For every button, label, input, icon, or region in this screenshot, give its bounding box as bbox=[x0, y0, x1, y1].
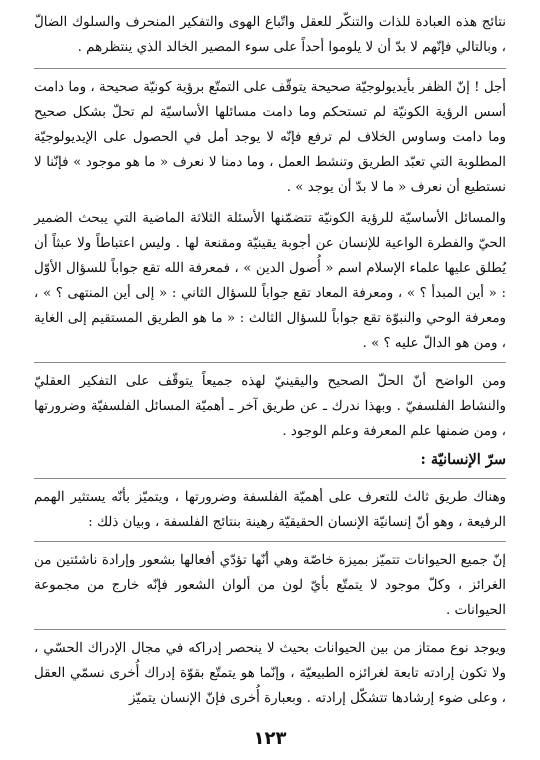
paragraph-2: أجل ! إنّ الظفر بأيديولوجيّة صحيحة يتوقّف على التمتّع برؤية كونيّة صحيحة ، وما دامت أسس الرؤية الكونيّة لم تستحكم وما دامت مسائلها الأساسيّة لم تحلّ بشكل صحيح وما دامت وساوس الخلاف لم ترفع فإنّه لا يوجد أمل في الحصول على الإيديولوجيّة المطلوبة التي تعبّد الطريق وتنشط العمل ، وما دمنا لا نعرف « ما هو موجود » فإنّنا لا نستطيع أن نعرف « ما لا بدّ أن يوجد » . bbox=[34, 80, 506, 195]
divider bbox=[34, 68, 506, 69]
divider bbox=[34, 629, 506, 630]
page-number: ١٢٣ bbox=[253, 728, 287, 749]
divider bbox=[34, 362, 506, 363]
paragraph-6: إنّ جميع الحيوانات تتميّز بميزة خاصّة وهي أنّها تؤدّي أفعالها بشعور وإرادة ناشئتين من الغرائز ، وكلّ موجود لا يتمتّع بأيّ لون من ألوان الشعور فإنّه خارج من مجموعة الحيوانات . bbox=[34, 553, 506, 618]
divider bbox=[34, 541, 506, 542]
paragraph-4: ومن الواضح أنّ الحلّ الصحيح واليقينيّ لهذه جميعاً يتوقّف على التفكير العقليّ والنشاط الفلسفيّ . وبهذا ندرك ـ عن طريق آخر ـ أهميّة المسائل الفلسفيّة وضرورتها ، ومن ضمنها علم المعرفة وعلم الوجود . bbox=[34, 374, 506, 439]
divider bbox=[34, 478, 506, 479]
book-page bbox=[34, 10, 506, 750]
paragraph-1: نتائج هذه العبادة للذات والتنكّر للعقل واتّباع الهوى والتفكير المنحرف والسلوك الضالّ ، وبالتالي فإنّهم لا بدّ أن لا يلوموا أحداً على سوء المصير الخالد الذي ينتظرهم . bbox=[34, 15, 506, 55]
paragraph-3: والمسائل الأساسيّة للرؤية الكونيّة تتضمّنها الأسئلة الثلاثة الماضية التي يبحث الضمير الحيّ والفطرة الواعية للإنسان عن أجوبة يقينيّة ومقنعة لها . وليس اعتباطاً ولا عبثاً أن يُطلق عليها علماء الإسلام اسم « أُصول الدين » ، فمعرفة الله تقع جواباً للسؤال الأوّل : « أين المبدأ ؟ » ، ومعرفة المعاد تقع جواباً للسؤال الثاني : « إلى أين المنتهى ؟ » ، ومعرفة الوحي والنبوّة تقع جواباً للسؤال الثالث : « ما هو الطريق المستقيم إلى الغاية ، ومن هو الدالّ عليه ؟ » . bbox=[34, 211, 506, 351]
section-heading: سرّ الإنسانيّة : bbox=[420, 451, 506, 468]
paragraph-5: وهناك طريق ثالث للتعرف على أهميّة الفلسفة وضرورتها ، ويتميّز بأنّه يستثير الهمم الرفيعة ، وهو أنّ إنسانيّة الإنسان الحقيقيّة رهينة بنتائج الفلسفة ، وبيان ذلك : bbox=[34, 490, 506, 530]
paragraph-7: ويوجد نوع ممتاز من بين الحيوانات بحيث لا ينحصر إدراكه في مجال الإدراك الحسّي ، ولا تكون إرادته تابعة لغرائزه الطبيعيّة ، وإنّما هو يتمتّع بقوّة إدراك أُخرى نسمّي العقل ، وعلى ضوء إرشادها تتشكّل إرادته . وبعبارة أُخرى فإنّ الإنسان يتميّز bbox=[34, 641, 506, 706]
